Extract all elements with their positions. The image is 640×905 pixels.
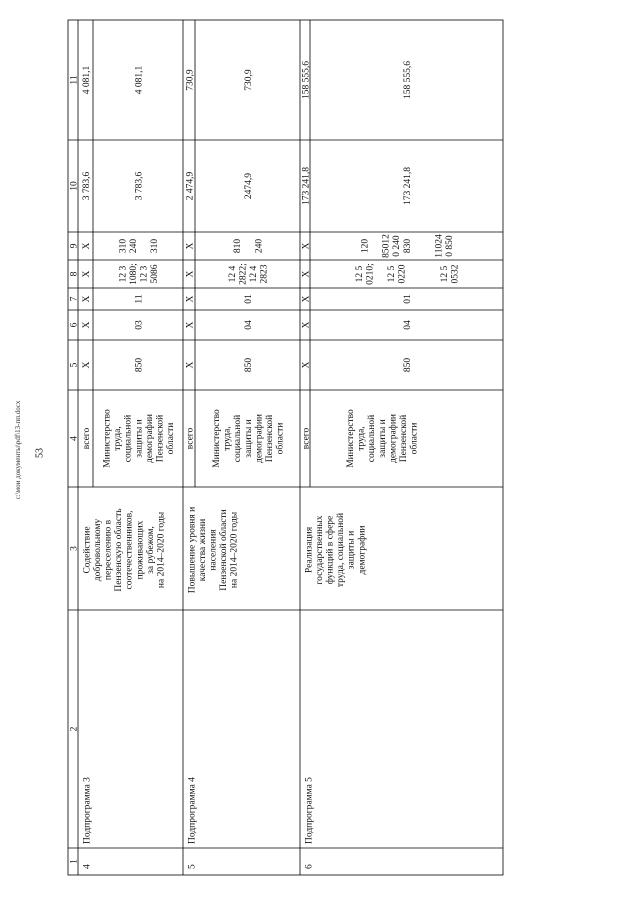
row-4-title: Содействиедобровольномупереселению вПензенскую областьсоотечественников,проживающихза рубежом,на 2014–2020 годы xyxy=(82,508,167,592)
row-6-total-pr: X xyxy=(301,295,312,303)
row-6-exec-pr: 01 xyxy=(402,294,413,304)
row-6-total-grbs: X xyxy=(301,361,312,369)
row-4-total-vr: X xyxy=(81,242,92,250)
row-5-total-csr: X xyxy=(185,270,196,278)
row-4-exec-csr: 12 31080;12 35086 xyxy=(118,263,161,285)
row-6-exec-grbs: 850 xyxy=(402,357,413,373)
row-5-total-grbs: X xyxy=(185,361,196,369)
column-header-7: 7 xyxy=(69,296,80,302)
row-6-total-vr: X xyxy=(301,242,312,250)
row-5-exec-2020: 730,9 xyxy=(243,69,254,91)
row-4-subprogram-name: Подпрограмма 3 xyxy=(82,777,93,844)
row-5-subprogram-name: Подпрограмма 4 xyxy=(187,777,198,844)
row-5-executor-label: Министерствотруда,социальнойзащиты идемографииПензенскойобласти xyxy=(212,409,286,468)
row-4-exec-grbs: 850 xyxy=(134,357,145,373)
column-header-6: 6 xyxy=(69,322,80,328)
row-6-total-2020: 158 555,6 xyxy=(301,61,312,99)
row-4-total-csr: X xyxy=(81,270,92,278)
row-6-number: 6 xyxy=(304,864,315,869)
column-header-4: 4 xyxy=(69,436,80,441)
row-6-subprogram-name: Подпрограмма 5 xyxy=(304,777,315,844)
row-6-total-rz: X xyxy=(301,321,312,329)
row-5-total-rz: X xyxy=(185,321,196,329)
row-6-exec-rz: 04 xyxy=(402,320,413,330)
row-6-exec-2020: 158 555,6 xyxy=(402,61,413,99)
row-5-exec-rz: 04 xyxy=(243,320,254,330)
row-4-total-2019: 3 783,6 xyxy=(81,171,92,201)
column-header-10: 10 xyxy=(69,181,80,191)
row-4-exec-pr: 11 xyxy=(134,294,145,304)
row-4-total-2020: 4 081,1 xyxy=(81,65,92,95)
row-5-exec-2019: 2474,9 xyxy=(243,172,254,200)
row-4-total-grbs: X xyxy=(81,361,92,369)
row-5-exec-grbs: 850 xyxy=(243,357,254,373)
row-4-total-rz: X xyxy=(81,321,92,329)
row-4-executor-label: Министерствотруда,социальнойзащиты идемографииПензенскойобласти xyxy=(102,409,177,468)
row-5-exec-vr: 810 240 xyxy=(233,238,265,254)
page-number: 53 xyxy=(34,448,46,458)
row-5-number: 5 xyxy=(187,864,198,869)
row-5-total-vr: X xyxy=(185,242,196,250)
column-header-2: 2 xyxy=(69,726,80,732)
row-4-exec-vr: 310240 310 xyxy=(118,238,161,254)
row-5-title: Повышение уровня икачества жизнинаселенияПензенской областина 2014–2020 годы xyxy=(187,506,240,594)
footer-file-path: c:\мои документы\pdf\13-пп.docx xyxy=(14,400,22,500)
row-5-total-2019: 2 474,9 xyxy=(185,171,196,201)
row-6-total-2019: 173 241,8 xyxy=(301,167,312,205)
row-6-title: Реализациягосударственныхфункций в сферетруда, социальнойзащиты идемографии xyxy=(304,512,368,588)
row-4-exec-2020: 4 081,1 xyxy=(134,65,145,95)
row-6-total-label: всего xyxy=(301,427,312,450)
row-6-total-csr: X xyxy=(301,270,312,278)
row-6-exec-csr: 12 50210; 12 50220 12 50532 xyxy=(355,263,461,285)
row-5-total-label: всего xyxy=(185,427,196,450)
column-header-5: 5 xyxy=(69,362,80,368)
row-6-exec-vr: 120 850120 240830 110240 850 xyxy=(360,234,456,258)
row-5-exec-pr: 01 xyxy=(243,294,254,304)
row-4-exec-2019: 3 783,6 xyxy=(134,171,145,201)
column-header-11: 11 xyxy=(69,75,80,85)
row-5-total-2020: 730,9 xyxy=(185,69,196,91)
row-4-total-label: всего xyxy=(81,427,92,450)
row-4-total-pr: X xyxy=(81,295,92,303)
row-5-exec-csr: 12 42822;12 42823 xyxy=(227,263,270,285)
column-header-3: 3 xyxy=(69,546,80,551)
column-header-8: 8 xyxy=(69,271,80,277)
column-header-1: 1 xyxy=(69,859,80,864)
row-5-total-pr: X xyxy=(185,295,196,303)
row-4-exec-rz: 03 xyxy=(134,320,145,330)
row-4-number: 4 xyxy=(82,864,93,869)
column-header-9: 9 xyxy=(69,243,80,249)
row-6-exec-2019: 173 241,8 xyxy=(402,167,413,205)
row-6-executor-label: Министерствотруда,социальнойзащиты идемографииПензенскойобласти xyxy=(346,409,420,468)
